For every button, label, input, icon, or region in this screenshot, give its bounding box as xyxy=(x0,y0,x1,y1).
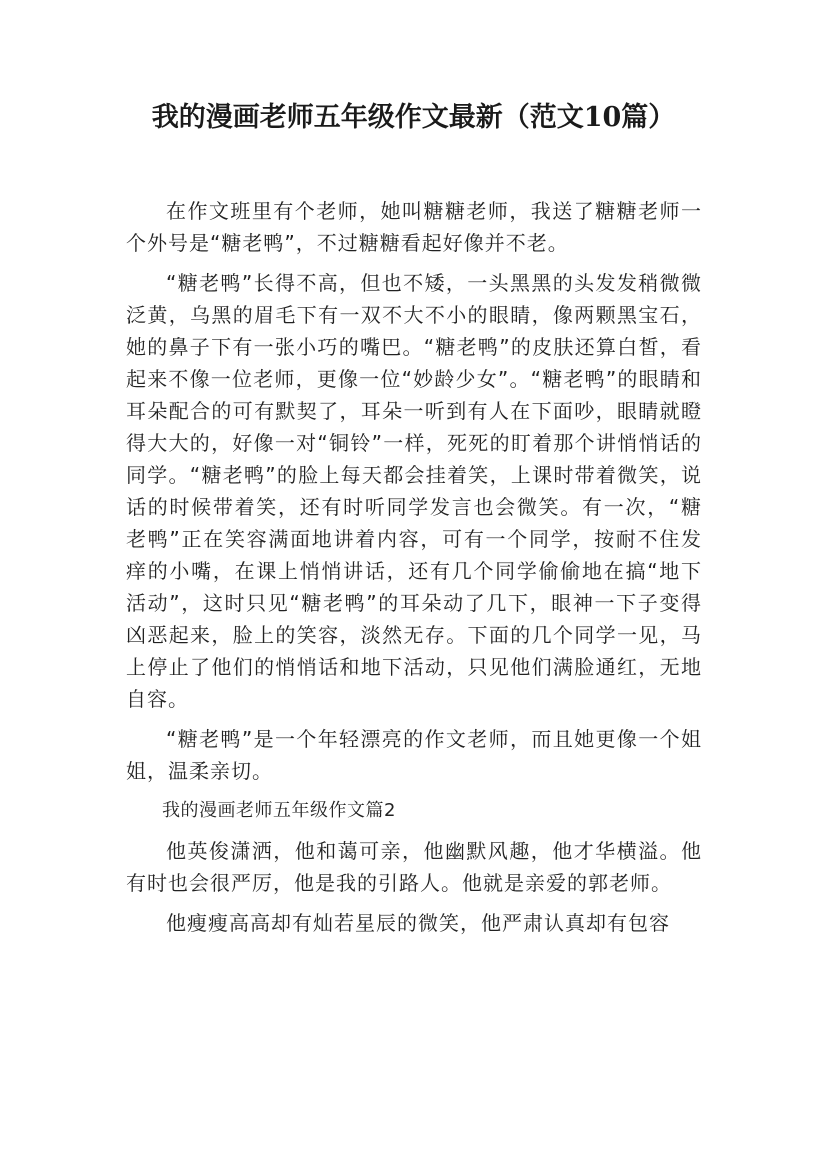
paragraph: 他英俊潇洒，他和蔼可亲，他幽默风趣，他才华横溢。他有时也会很严厉，他是我的引路人。他就是亲爱的郭老师。 xyxy=(126,839,702,895)
section-heading: 我的漫画老师五年级作文篇2 xyxy=(162,800,396,821)
document-title: 我的漫画老师五年级作文最新（范文10篇） xyxy=(151,102,676,133)
paragraph: “糖老鸭”长得不高，但也不矮，一头黑黑的头发发稍微微泛黄，乌黑的眉毛下有一双不大不小的眼睛，像两颗黑宝石，她的鼻子下有一张小巧的嘴巴。“糖老鸭”的皮肤还算白皙，看起来不像一位老师，更像一位“妙龄少女”。“糖老鸭”的眼睛和耳朵配合的可有默契了，耳朵一听到有人在下面吵，眼睛就瞪得大大的，好像一对“铜铃”一样，死死的盯着那个讲悄悄话的同学。“糖老鸭”的脸上每天都会挂着笑，上课时带着微笑，说话的时候带着笑，还有时听同学发言也会微笑。有一次，“糖老鸭”正在笑容满面地讲着内容，可有一个同学，按耐不住发痒的小嘴，在课上悄悄讲话，还有几个同学偷偷地在搞“地下活动”，这时只见“糖老鸭”的耳朵动了几下，眼神一下子变得凶恶起来，脸上的笑容，淡然无存。下面的几个同学一见，马上停止了他们的悄悄话和地下活动，只见他们满脸通红，无地自容。 xyxy=(126,271,702,711)
document-body xyxy=(126,195,702,947)
paragraph: 他瘦瘦高高却有灿若星辰的微笑，他严肃认真却有包容 xyxy=(166,911,670,935)
paragraph: “糖老鸭”是一个年轻漂亮的作文老师，而且她更像一个姐姐，温柔亲切。 xyxy=(126,727,702,783)
paragraph: 在作文班里有个老师，她叫糖糖老师，我送了糖糖老师一个外号是“糖老鸭”，不过糖糖看起好像并不老。 xyxy=(126,199,702,255)
